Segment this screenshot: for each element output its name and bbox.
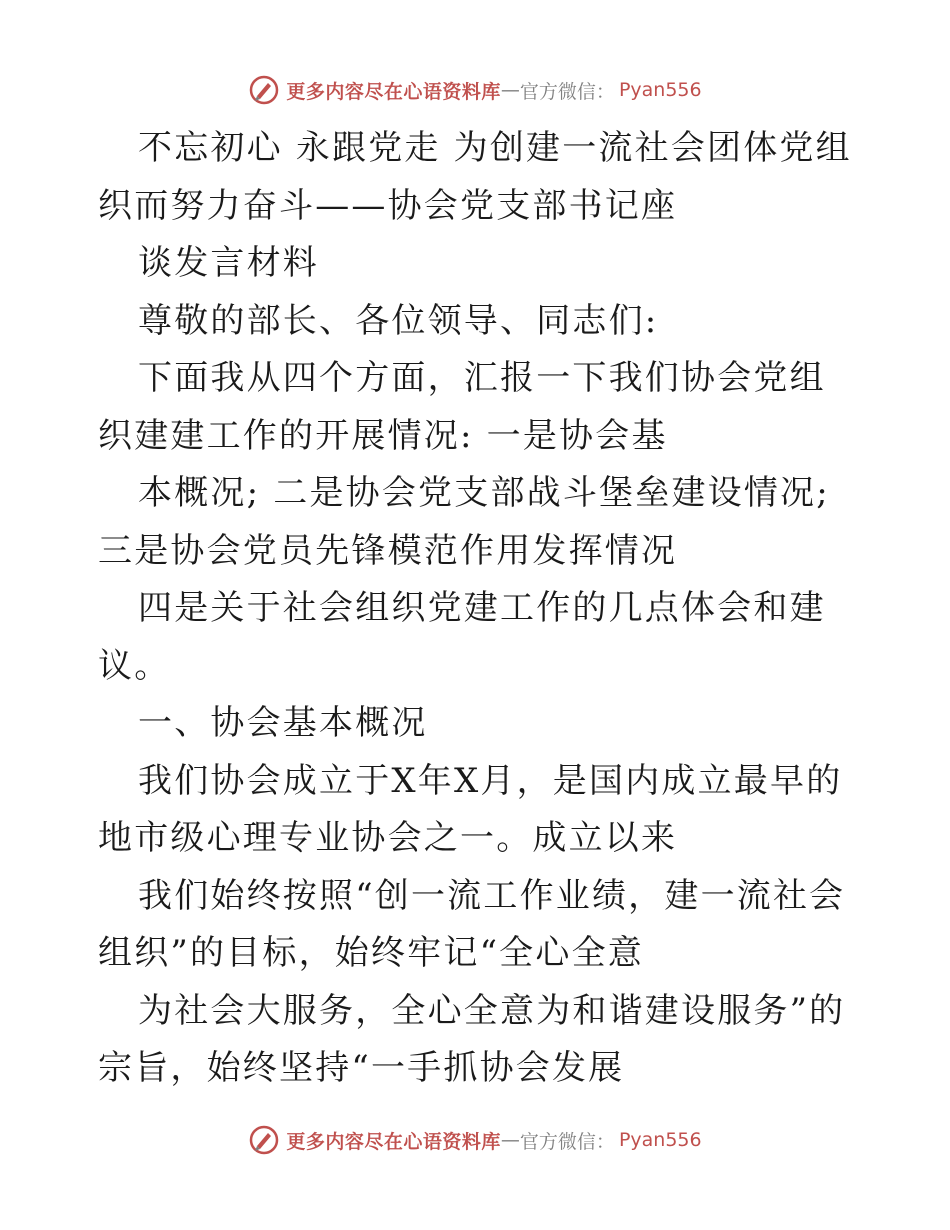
body-paragraph: 四是关于社会组织党建工作的几点体会和建议。 xyxy=(98,588,826,686)
watermark-main-text: 更多内容尽在心语资料库 xyxy=(286,80,501,103)
document-title-continued: 谈发言材料 xyxy=(138,243,319,283)
brand-logo-icon xyxy=(248,74,280,106)
body-paragraph: 我们始终按照“创一流工作业绩，建一流社会组织”的目标，始终牢记“全心全意 xyxy=(98,875,846,973)
watermark-main-text: 更多内容尽在心语资料库 xyxy=(286,1130,501,1153)
watermark-dash: — xyxy=(500,79,520,101)
watermark-wechat-id: Pyan556 xyxy=(618,1129,702,1151)
watermark-dash: — xyxy=(500,1129,520,1151)
watermark-wechat-label: 官方微信： xyxy=(519,80,615,103)
document-body xyxy=(98,120,858,1098)
salutation: 尊敬的部长、各位领导、同志们: xyxy=(138,300,659,341)
watermark-wechat-label: 官方微信： xyxy=(519,1130,615,1153)
body-paragraph: 下面我从四个方面，汇报一下我们协会党组织建建工作的开展情况: 一是协会基 xyxy=(98,358,826,456)
watermark-wechat-id: Pyan556 xyxy=(618,79,702,101)
body-paragraph: 本概况; 二是协会党支部战斗堡垒建设情况; 三是协会党员先锋模范作用发挥情况 xyxy=(98,473,830,571)
section-heading: 一、协会基本概况 xyxy=(138,703,428,743)
brand-logo-icon xyxy=(248,1124,280,1156)
watermark-footer xyxy=(0,1120,950,1160)
watermark-header xyxy=(0,70,950,110)
body-paragraph: 为社会大服务，全心全意为和谐建设服务”的宗旨，始终坚持“一手抓协会发展 xyxy=(98,990,846,1088)
body-paragraph: 我们协会成立于X年X月，是国内成立最早的地市级心理专业协会之一。成立以来 xyxy=(98,760,843,858)
document-title: 不忘初心 永跟党走 为创建一流社会团体党组织而努力奋斗——协会党支部书记座 xyxy=(98,128,852,226)
